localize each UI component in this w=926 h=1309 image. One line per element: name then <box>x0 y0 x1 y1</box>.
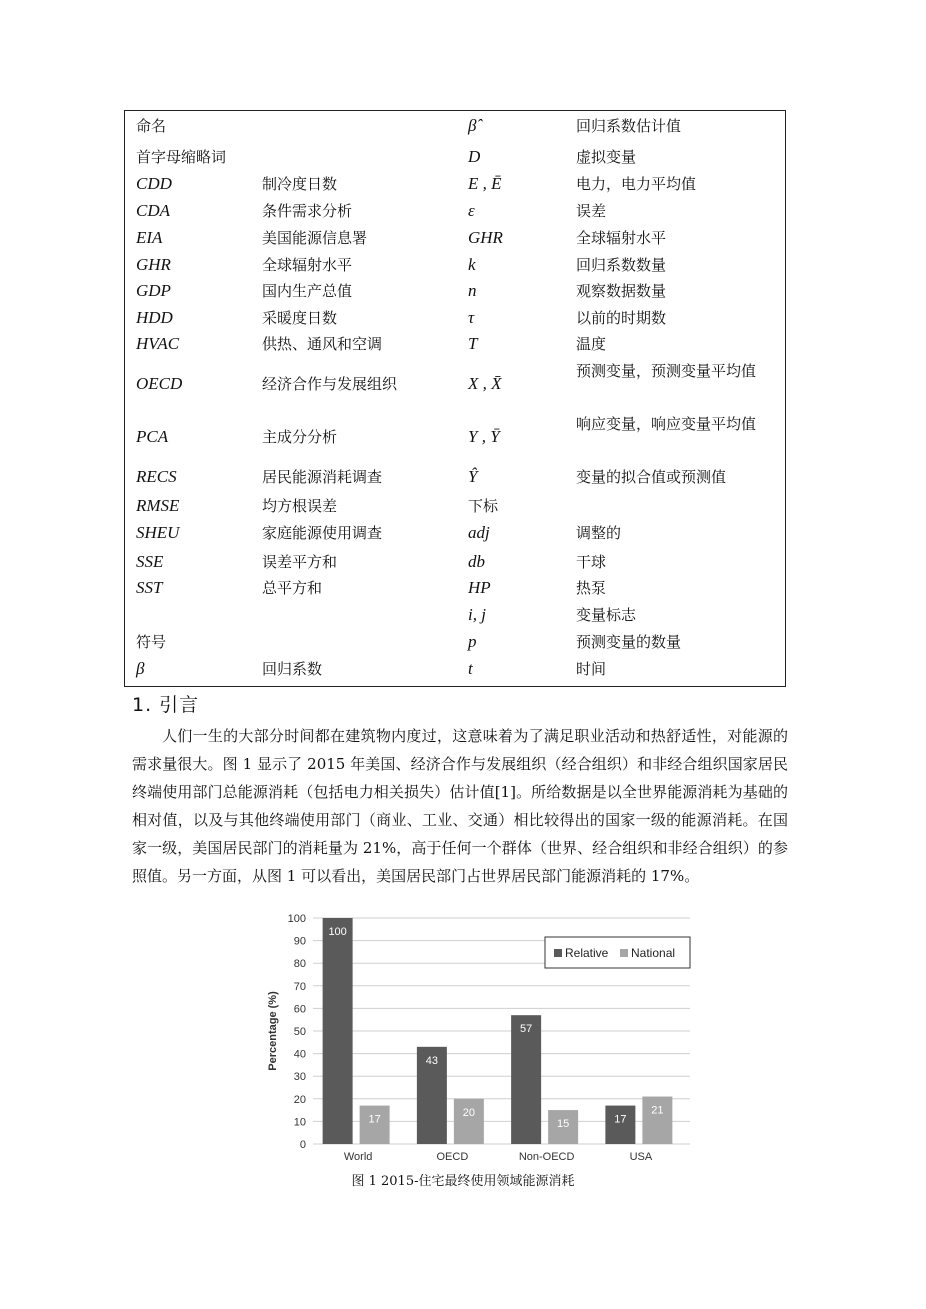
table-cell-c2: 误差平方和 <box>262 553 338 571</box>
table-cell-c1: GDP <box>136 281 171 300</box>
intro-paragraph: 人们一生的大部分时间都在建筑物内度过，这意味着为了满足职业活动和热舒适性，对能源的需求量很大。图 1 显示了 2015 年美国、经济合作与发展组织（经合组织）和非经合组织国家居民终端使用部门总能源消耗（包括电力相关损失）估计值[1]。所给数据是以全世界能源消耗为基础的相对值，以及与其他终端使用部门（商业、工业、交通）相比较得出的国家一级的能源消耗。在国家一级，美国居民部门的消耗量为 21%，高于任何一个群体（世界、经合组织和非经合组织）的参照值。另一方面，从图 1 可以看出，美国居民部门占世界居民部门能源消耗的 17%。 <box>132 727 788 885</box>
table-cell-c1: SHEU <box>136 523 180 542</box>
table-cell-c2: 经济合作与发展组织 <box>262 375 398 393</box>
table-cell-c3: HP <box>468 578 491 597</box>
y-tick-label: 20 <box>293 1093 306 1106</box>
table-cell-c2: 供热、通风和空调 <box>262 335 383 353</box>
table-row <box>125 331 785 357</box>
table-cell-c4: 虚拟变量 <box>576 148 637 166</box>
table-cell-c2: 国内生产总值 <box>262 282 353 300</box>
table-cell-c1: 命名 <box>136 117 167 135</box>
table-cell-c4: 时间 <box>576 660 607 678</box>
energy-consumption-bar-chart <box>258 906 698 1168</box>
x-tick-label: OECD <box>436 1151 469 1163</box>
table-cell-c3: n <box>468 281 477 300</box>
table-cell-c4: 观察数据数量 <box>576 282 667 300</box>
table-cell-c3: db <box>468 552 485 571</box>
table-cell-c3: p <box>468 632 477 651</box>
y-tick-label: 100 <box>287 913 306 925</box>
y-tick-label: 80 <box>293 958 306 971</box>
legend-swatch <box>620 949 628 957</box>
table-row <box>125 198 785 224</box>
table-cell-c3: adj <box>468 523 490 542</box>
table-cell-c1: OECD <box>136 374 183 393</box>
y-tick-label: 0 <box>299 1139 306 1151</box>
x-tick-label: World <box>343 1151 373 1163</box>
table-cell-c2: 全球辐射水平 <box>262 256 353 274</box>
table-row <box>125 520 785 546</box>
bar <box>454 1099 484 1144</box>
table-cell-c1: CDA <box>136 201 170 220</box>
table-cell-c3: ε <box>468 201 475 220</box>
table-row <box>125 656 785 682</box>
bar <box>323 918 353 1144</box>
figure-caption: 图 1 2015-住宅最终使用领域能源消耗 <box>351 1174 575 1189</box>
table-row <box>125 575 785 601</box>
x-tick-label: Non-OECD <box>518 1151 575 1163</box>
table-row <box>125 602 785 628</box>
table-cell-c3: τ <box>468 308 475 327</box>
table-cell-c1: RECS <box>136 467 177 486</box>
table-row <box>125 144 785 170</box>
table-row <box>125 629 785 655</box>
table-cell-c2: 制冷度日数 <box>262 175 338 193</box>
table-cell-c4: 响应变量，响应变量平均值 <box>576 415 757 433</box>
table-cell-c2: 总平方和 <box>262 579 323 597</box>
table-cell-c1: CDD <box>136 174 172 193</box>
table-cell-c3: t <box>468 659 473 678</box>
table-cell-c4: 回归系数数量 <box>576 256 667 274</box>
table-row <box>125 358 785 410</box>
table-cell-c1: SSE <box>136 552 164 571</box>
table-row <box>125 225 785 251</box>
table-cell-c4: 变量的拟合值或预测值 <box>576 468 727 486</box>
legend-swatch <box>554 949 562 957</box>
nomenclature-table <box>124 110 786 687</box>
table-cell-c4: 调整的 <box>576 524 622 542</box>
table-cell-c1: SST <box>136 578 163 597</box>
section-title: 1. 引言 <box>132 694 200 716</box>
table-row <box>125 252 785 278</box>
table-cell-c4: 干球 <box>576 553 607 571</box>
table-cell-c3: Ŷ <box>468 467 478 486</box>
data-label: 17 <box>368 1113 381 1126</box>
table-cell-c1: HVAC <box>136 334 180 353</box>
table-cell-c2: 回归系数 <box>262 660 323 678</box>
data-label: 100 <box>328 926 347 938</box>
table-cell-c3: k <box>468 255 476 274</box>
table-cell-c1: 首字母缩略词 <box>136 148 227 166</box>
table-cell-c3: β̂ <box>468 116 477 135</box>
table-cell-c2: 主成分分析 <box>262 428 338 446</box>
table-row <box>125 305 785 331</box>
table-row <box>125 113 785 139</box>
table-cell-c3: T <box>468 334 478 353</box>
data-label: 21 <box>651 1104 664 1117</box>
table-cell-c3: D <box>468 147 481 166</box>
y-tick-label: 10 <box>293 1116 306 1129</box>
table-cell-c1: HDD <box>136 308 173 327</box>
data-label: 57 <box>520 1023 533 1036</box>
x-tick-label: USA <box>629 1151 653 1163</box>
table-row <box>125 278 785 304</box>
y-tick-label: 50 <box>293 1026 306 1038</box>
y-tick-label: 30 <box>293 1071 306 1084</box>
table-cell-c4: 回归系数估计值 <box>576 117 682 135</box>
table-cell-c4: 热泵 <box>576 579 607 597</box>
table-cell-c3: X , X̄ <box>468 374 502 393</box>
table-cell-c3: Y , Ȳ <box>468 427 500 446</box>
table-cell-c1: RMSE <box>136 496 180 515</box>
y-tick-label: 40 <box>293 1048 306 1061</box>
table-row <box>125 549 785 575</box>
table-row <box>125 411 785 463</box>
table-cell-c1: EIA <box>136 228 163 247</box>
table-cell-c4: 变量标志 <box>576 606 637 624</box>
table-cell-c1: PCA <box>136 427 169 446</box>
table-cell-c2: 美国能源信息署 <box>262 229 368 247</box>
table-cell-c3: 下标 <box>468 497 499 515</box>
table-cell-c4: 预测变量，预测变量平均值 <box>576 362 757 380</box>
data-label: 43 <box>425 1054 438 1067</box>
table-row <box>125 464 785 490</box>
data-label: 17 <box>614 1113 627 1126</box>
table-cell-c2: 条件需求分析 <box>262 202 353 220</box>
table-cell-c3: E , Ē <box>468 174 502 193</box>
table-cell-c4: 预测变量的数量 <box>576 633 682 651</box>
data-label: 20 <box>462 1106 475 1119</box>
table-cell-c1: 符号 <box>136 633 167 651</box>
legend-label: National <box>631 946 676 960</box>
y-tick-label: 70 <box>293 980 306 993</box>
table-cell-c4: 温度 <box>576 335 607 353</box>
table-cell-c4: 误差 <box>576 202 607 220</box>
table-cell-c2: 均方根误差 <box>262 497 338 515</box>
table-cell-c2: 居民能源消耗调查 <box>262 468 383 486</box>
table-row <box>125 493 785 519</box>
table-cell-c4: 全球辐射水平 <box>576 229 667 247</box>
table-cell-c4: 电力，电力平均值 <box>576 175 697 193</box>
table-row <box>125 171 785 197</box>
table-cell-c4: 以前的时期数 <box>576 309 667 327</box>
y-tick-label: 90 <box>293 935 306 948</box>
table-cell-c3: i, j <box>468 605 486 624</box>
table-cell-c3: GHR <box>468 228 503 247</box>
table-cell-c2: 家庭能源使用调查 <box>262 524 383 542</box>
legend-label: Relative <box>565 946 609 960</box>
y-axis-label: Percentage (%) <box>267 991 279 1071</box>
table-cell-c1: GHR <box>136 255 171 274</box>
table-cell-c1: β <box>136 659 145 678</box>
y-tick-label: 60 <box>293 1003 306 1016</box>
table-cell-c2: 采暖度日数 <box>262 309 338 327</box>
data-label: 15 <box>557 1118 570 1131</box>
